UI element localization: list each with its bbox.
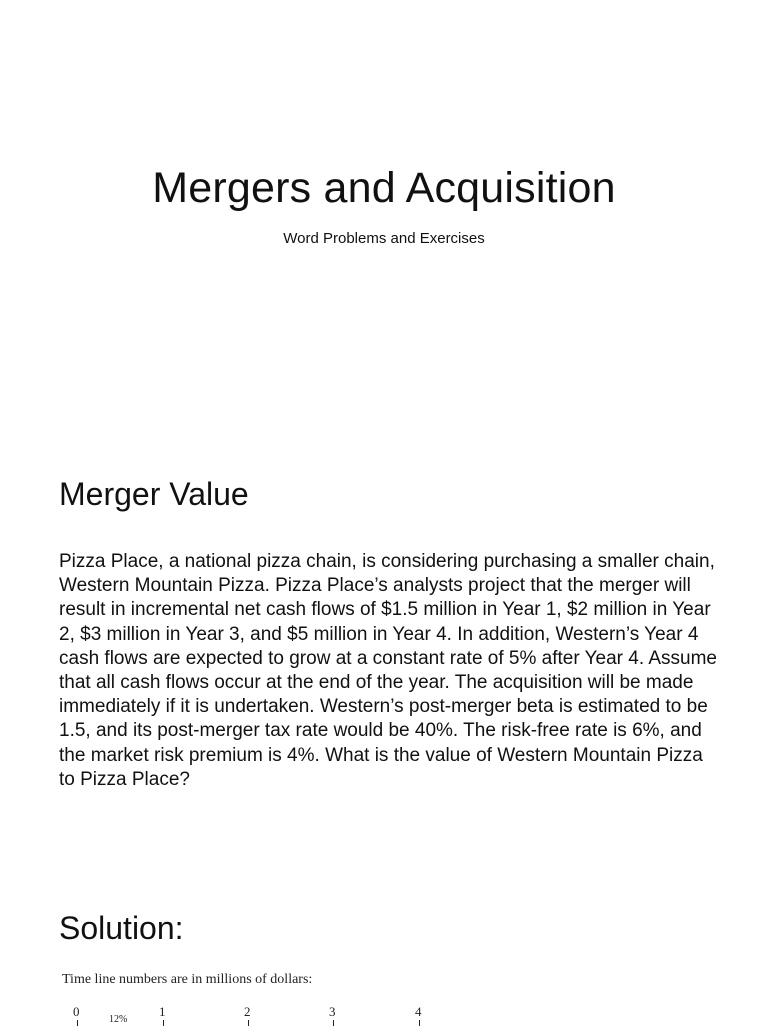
timeline-tick-4 (419, 1020, 420, 1026)
timeline-discount-rate: 12% (109, 1014, 128, 1025)
content-slide (0, 440, 768, 1024)
timeline-tick-3 (333, 1020, 334, 1026)
timeline-period-1: 1 (159, 1004, 166, 1019)
timeline-tick-1 (163, 1020, 164, 1026)
timeline-tick-2 (248, 1020, 249, 1026)
timeline-period-0: 0 (73, 1004, 80, 1019)
solution-heading: Solution: (59, 910, 184, 946)
merger-value-heading: Merger Value (59, 476, 249, 512)
timeline-period-4: 4 (415, 1004, 422, 1019)
timeline-period-2: 2 (244, 1004, 251, 1019)
title-slide (0, 0, 768, 440)
presentation-title: Mergers and Acquisition (152, 164, 616, 212)
timeline-caption: Time line numbers are in millions of dollars: (62, 972, 313, 987)
problem-statement: Pizza Place, a national pizza chain, is considering purchasing a smaller chain, Western Mountain Pizza. Pizza Place’s analysts project that the merger will result in incremental net cash flows of $1.5 million in Year 1, $2 million in Year 2, $3 million in Year 3, and $5 million in Year 4. In addition, Western’s Year 4 cash flows are expected to grow at a constant rate of 5% after Year 4. Assume that all cash flows occur at the end of the year. The acquisition will be made immediately if it is undertaken. Western’s post-merger beta is estimated to be 1.5, and its post-merger tax rate would be 40%. The risk-free rate is 6%, and the market risk premium is 4%. What is the value of Western Mountain Pizza to Pizza Place? (59, 551, 717, 790)
timeline-tick-0 (77, 1020, 78, 1026)
presentation-subtitle: Word Problems and Exercises (283, 230, 485, 247)
timeline-period-3: 3 (329, 1004, 336, 1019)
